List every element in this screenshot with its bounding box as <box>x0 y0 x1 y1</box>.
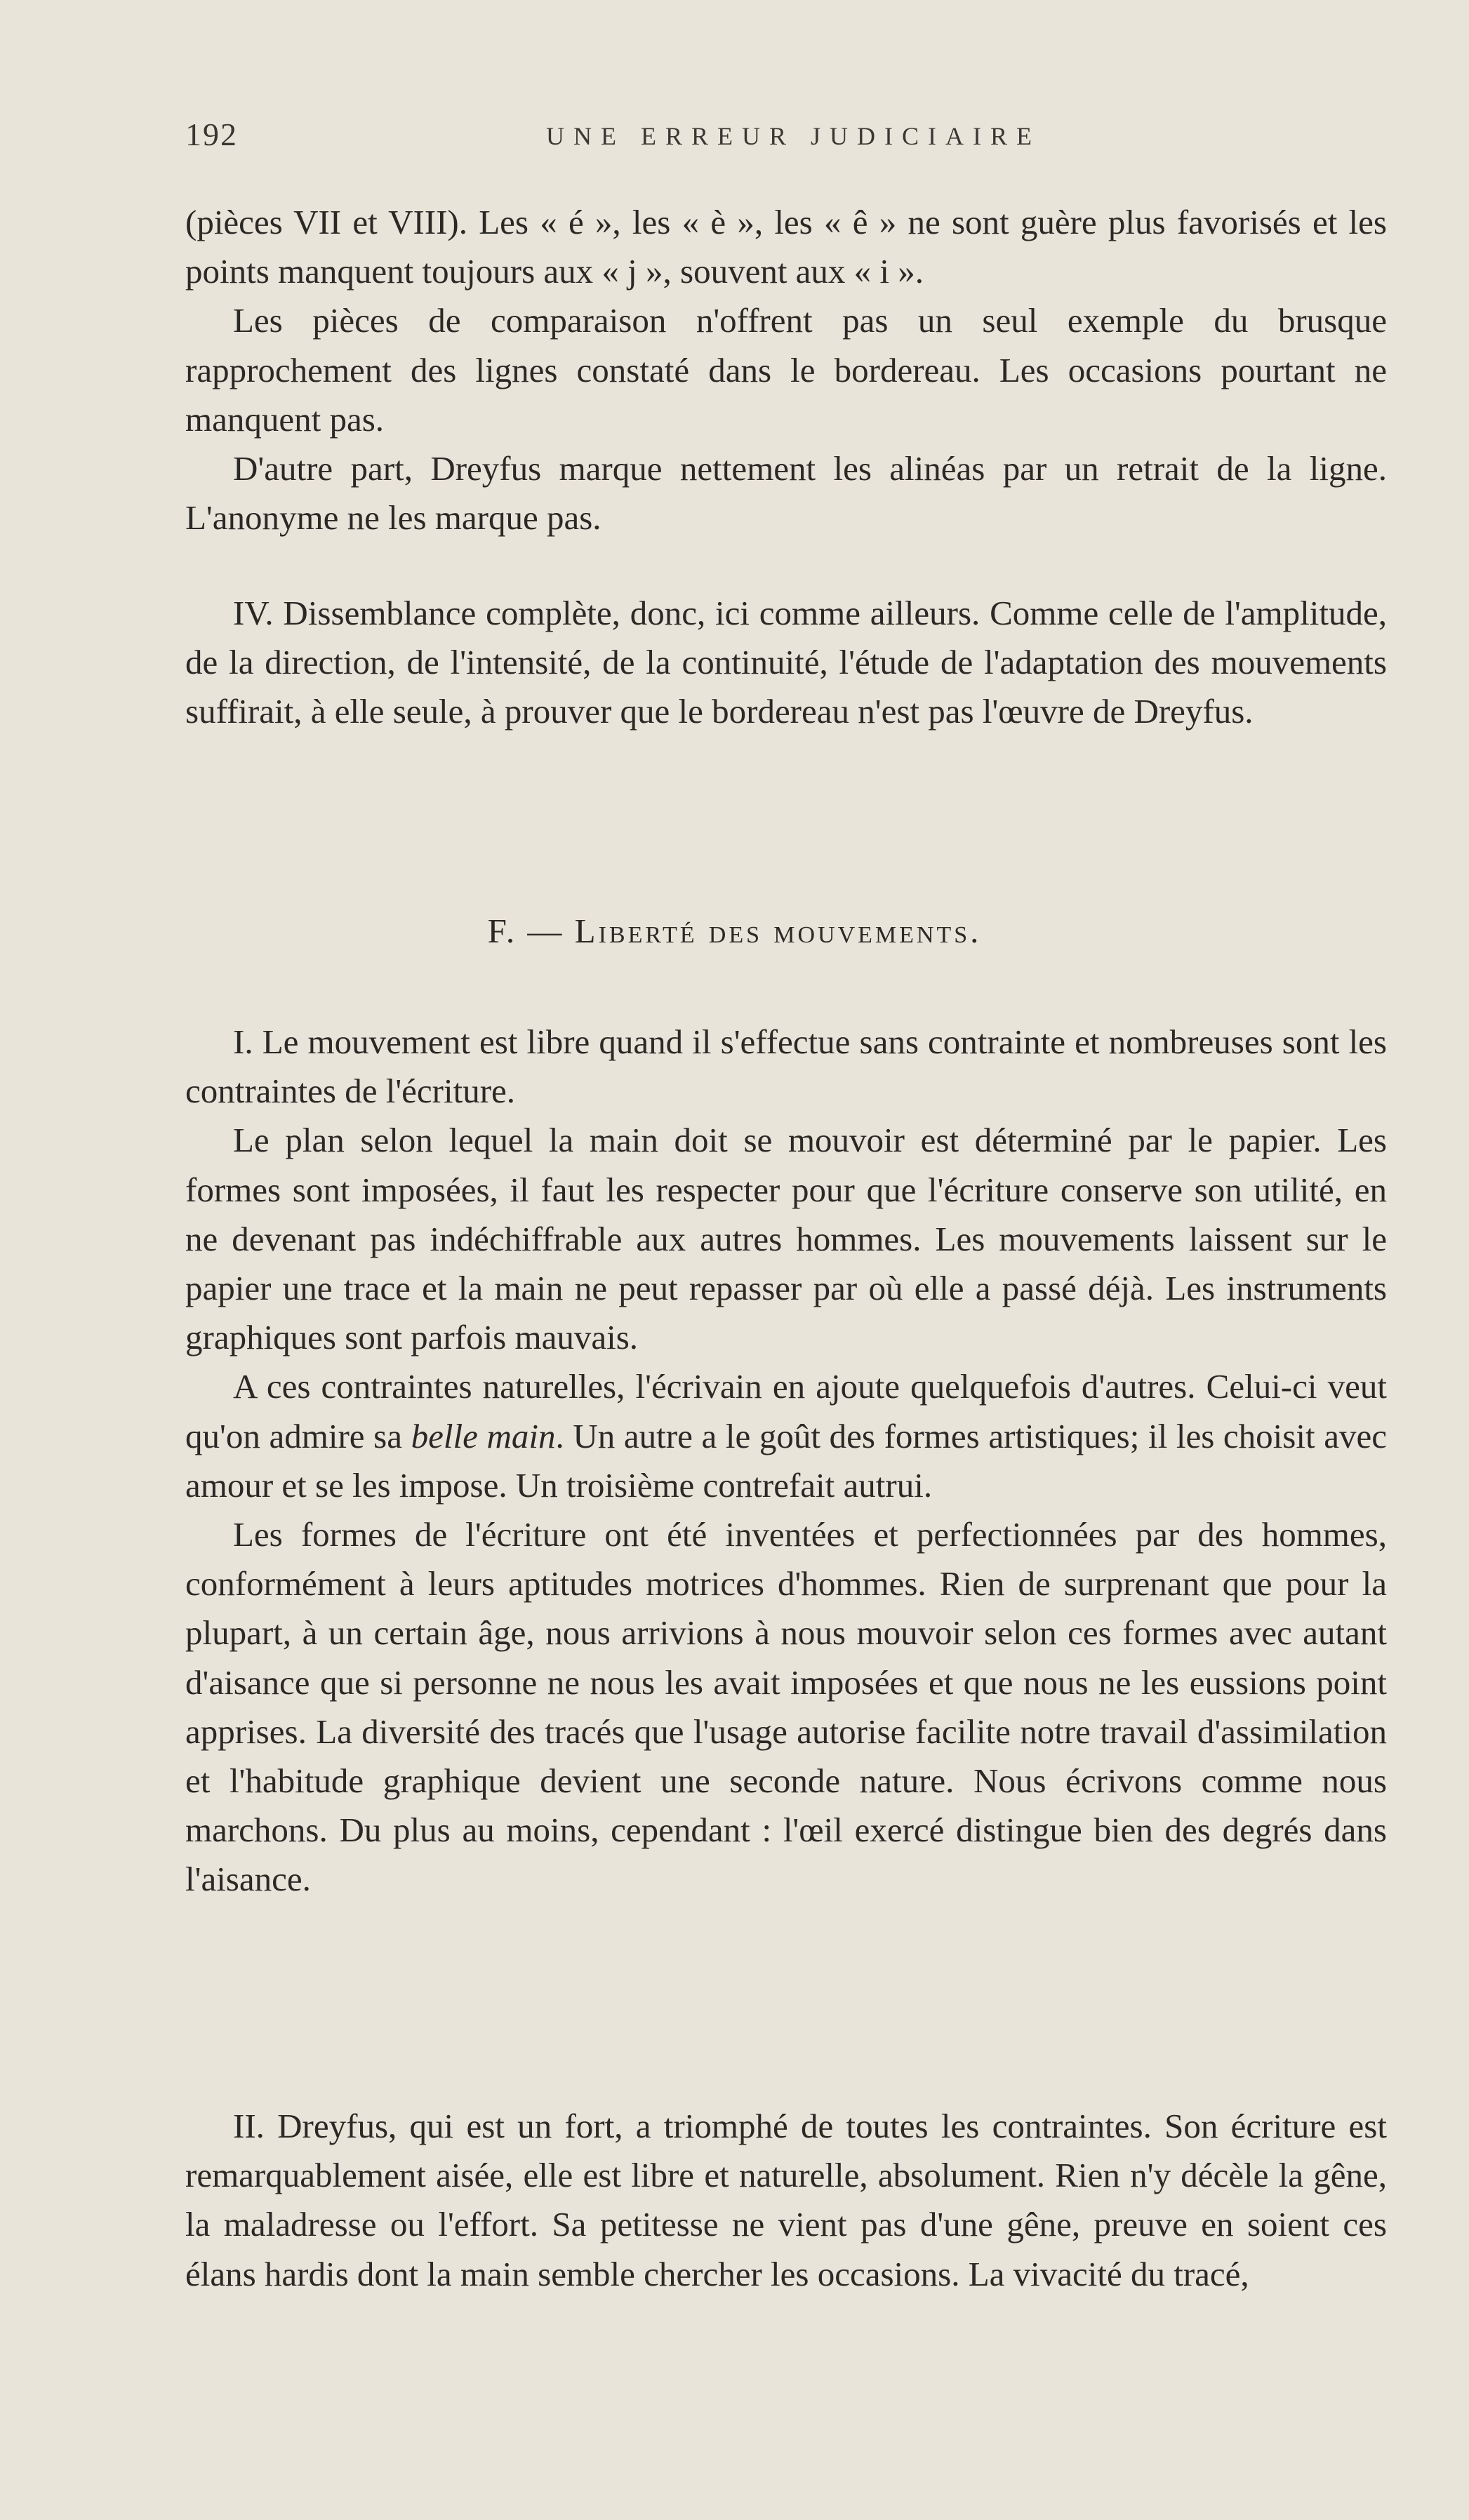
section-title: Liberté des mouvements. <box>574 912 982 950</box>
paragraph: IV. Dissemblance complète, donc, ici comme ailleurs. Comme celle de l'amplitude, de la direction, de l'intensité, de la continuité, l'étude de l'adaptation des mouvements suffirait, à elle seule, à prouver que le bordereau n'est pas l'œuvre de Dreyfus. <box>185 594 1387 731</box>
paragraph: Les formes de l'écriture ont été inventées et perfectionnées par des hommes, conformément à leurs aptitudes motrices d'hommes. Rien de surprenant que pour la plupart, à un certain âge, nous arrivions à nous mouvoir selon ces formes avec autant d'aisance que si personne ne nous les avait imposées et que nous ne les eussions point apprises. La diversité des tracés que l'usage autorise facilite notre travail d'assimilation et l'habitude graphique devient une seconde nature. Nous écrivons comme nous marchons. Du plus au moins, cependant : l'œil exercé distingue bien des degrés dans l'aisance. <box>185 1515 1387 1899</box>
text-run: . Un autre a le goût des formes artistiques; il les choisit avec amour et se les impose. Un troisième contrefait autrui. <box>185 1416 1387 1505</box>
paragraph: Les pièces de comparaison n'offrent pas un seul exemple du brusque rapprochement des lignes constaté dans le bordereau. Les occasions pourtant ne manquent pas. <box>185 301 1387 439</box>
paragraph: II. Dreyfus, qui est un fort, a triomphé de toutes les contraintes. Son écriture est remarquablement aisée, elle est libre et naturelle, absolument. Rien n'y décèle la gêne, la maladresse ou l'effort. Sa petitesse ne vient pas d'une gêne, preuve en soient ces élans hardis dont la main semble chercher les occasions. La vivacité du tracé, <box>185 2107 1387 2293</box>
italic-text: belle main <box>411 1416 556 1455</box>
paragraph: I. Le mouvement est libre quand il s'effectue sans contrainte et nombreuses sont les contraintes de l'écriture. <box>185 1022 1387 1111</box>
section-heading <box>0 911 1469 951</box>
page-number: 192 <box>185 116 238 152</box>
paragraph: (pièces VII et VIII). Les « é », les « è », les « ê » ne sont guère plus favorisés et les points manquent toujours aux « j », souvent aux « i ». <box>185 203 1387 291</box>
text-run: A ces contraintes naturelles, l'écrivain en ajoute quelquefois d'autres. Celui-ci veut qu'on admire sa <box>185 1367 1387 1455</box>
paragraph: Le plan selon lequel la main doit se mouvoir est déterminé par le papier. Les formes sont imposées, il faut les respecter pour que l'écriture conserve son utilité, en ne devenant pas indéchiffrable aux autres hommes. Les mouvements laissent sur le papier une trace et la main ne peut repasser par où elle a passé déjà. Les instruments graphiques sont parfois mauvais. <box>185 1121 1387 1357</box>
text-block-continuation <box>185 198 1387 542</box>
section-letter: F. — <box>487 912 564 950</box>
text-block-section-iv <box>185 589 1387 737</box>
running-title: UNE ERREUR JUDICIAIRE <box>546 122 1041 150</box>
page-header <box>0 109 1469 165</box>
text-block-section-i <box>185 1018 1387 1905</box>
text-block-section-ii <box>185 2102 1387 2299</box>
paragraph: D'autre part, Dreyfus marque nettement les alinéas par un retrait de la ligne. L'anonyme ne les marque pas. <box>185 449 1387 538</box>
paragraph <box>185 1362 1387 1510</box>
